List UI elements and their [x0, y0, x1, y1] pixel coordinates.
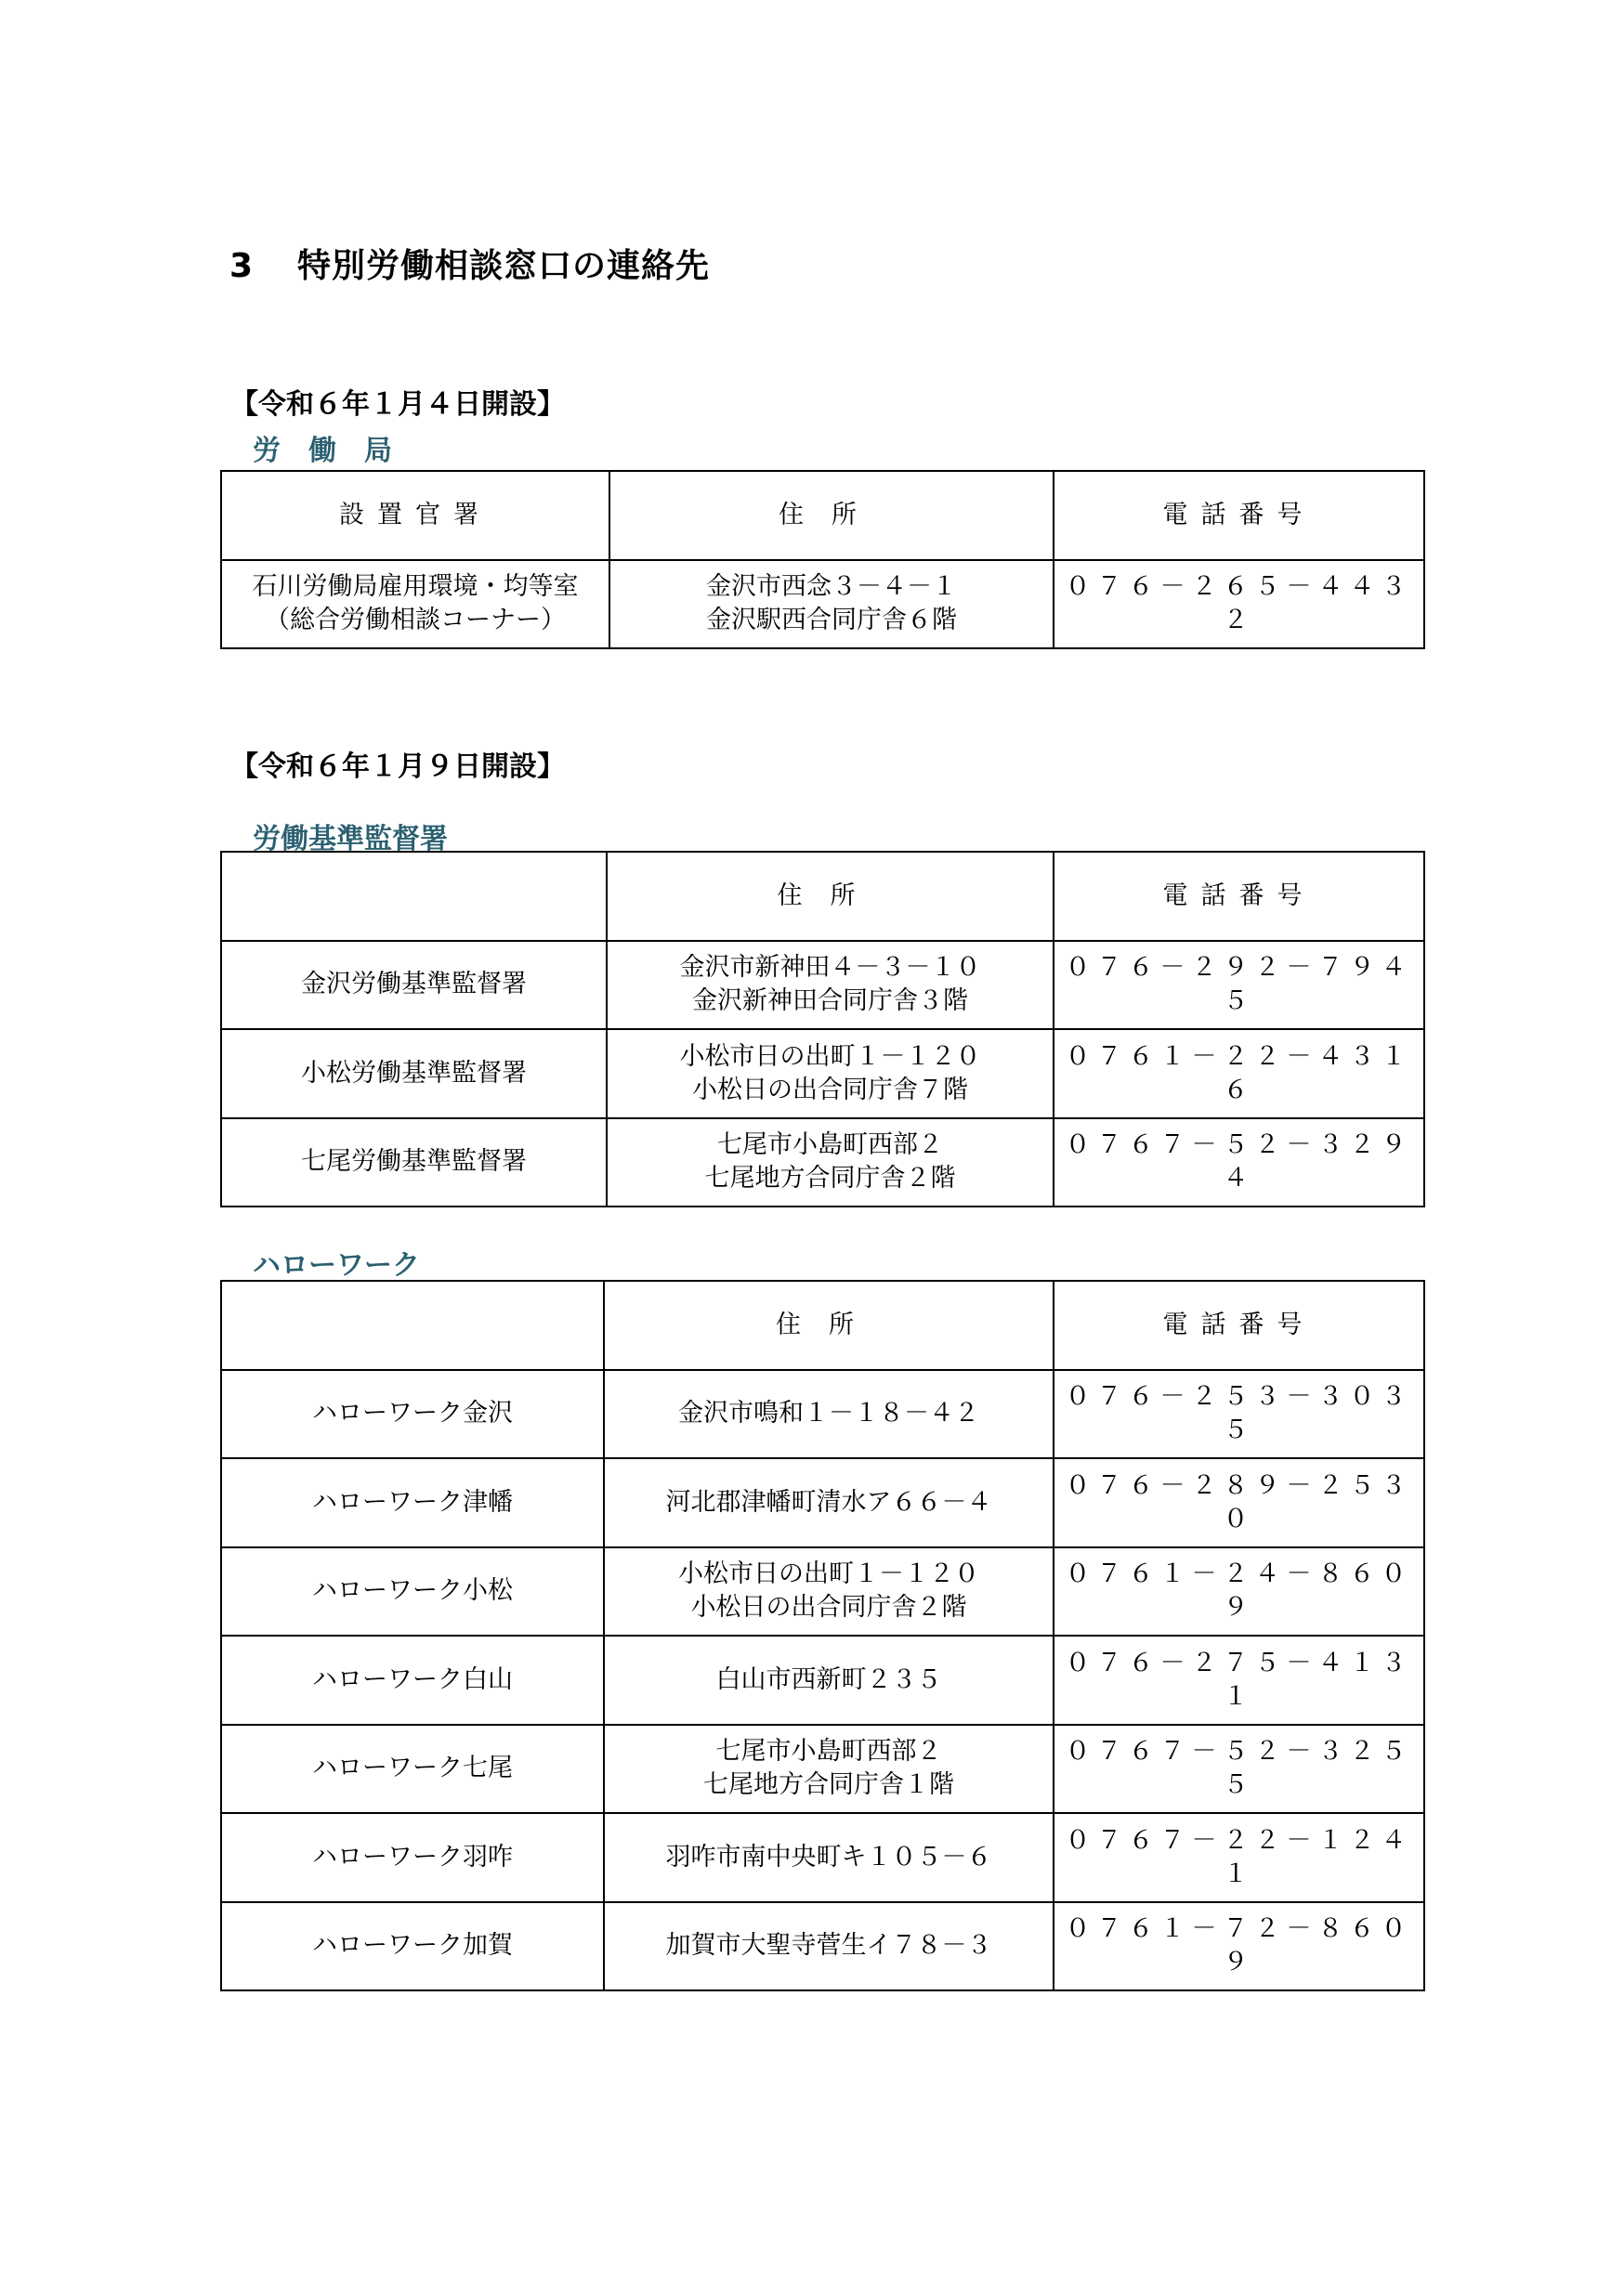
office-cell: 金沢労働基準監督署 [221, 941, 607, 1030]
address-line: 小松市日の出町１－１２０ [679, 1041, 981, 1071]
address-cell [604, 1458, 1054, 1547]
phone-cell: ０７６７－５２－３２５５ [1054, 1725, 1424, 1814]
address-cell [604, 1547, 1054, 1637]
table-header-row [221, 852, 1424, 941]
table-row [221, 560, 1424, 649]
office-cell: ハローワーク小松 [221, 1547, 604, 1637]
address-cell [607, 941, 1054, 1030]
opening-date-heading-1: 【令和６年１月４日開設】 [230, 388, 565, 421]
office-cell: ハローワーク金沢 [221, 1370, 604, 1459]
phone-cell: ０７６－２８９－２５３０ [1054, 1458, 1424, 1547]
address-cell [609, 560, 1054, 649]
address-line: 金沢新神田合同庁舎３階 [692, 986, 968, 1016]
header-address: 住所 [609, 471, 1054, 560]
office-cell: ハローワーク七尾 [221, 1725, 604, 1814]
phone-cell: ０７６１－２２－４３１６ [1054, 1029, 1424, 1118]
subheading-labor-standards: 労働基準監督署 [253, 823, 448, 855]
address-cell [604, 1636, 1054, 1725]
header-address: 住所 [604, 1281, 1054, 1370]
phone-cell: ０７６－２７５－４１３１ [1054, 1636, 1424, 1725]
phone-cell: ０７６－２６５－４４３２ [1054, 560, 1424, 649]
address-cell [607, 1118, 1054, 1207]
header-office [221, 852, 607, 941]
address-cell [604, 1813, 1054, 1902]
address-cell [604, 1370, 1054, 1459]
address-line: 七尾市小島町西部２ [715, 1737, 942, 1767]
address-line: 白山市西新町２３５ [715, 1664, 942, 1694]
address-line: 小松日の出合同庁舎２階 [690, 1593, 967, 1623]
table-row [221, 1458, 1424, 1547]
table-header-row [221, 471, 1424, 560]
address-line: 七尾地方合同庁舎２階 [704, 1164, 956, 1194]
table-row [221, 1902, 1424, 1991]
hello-work-table [220, 1280, 1425, 1991]
table-row [221, 1029, 1424, 1118]
header-office [221, 1281, 604, 1370]
table-row [221, 1813, 1424, 1902]
address-line: 七尾地方合同庁舎１階 [703, 1770, 954, 1800]
table-row [221, 1118, 1424, 1207]
address-line: 加賀市大聖寺菅生イ７８－３ [665, 1931, 992, 1961]
office-cell [221, 560, 609, 649]
phone-cell: ０７６１－２４－８６０９ [1054, 1547, 1424, 1637]
table-row [221, 1370, 1424, 1459]
phone-cell: ０７６－２５３－３０３５ [1054, 1370, 1424, 1459]
labor-standards-table [220, 851, 1425, 1207]
office-name: 石川労働局雇用環境・均等室 [252, 572, 579, 602]
office-cell: ハローワーク羽咋 [221, 1813, 604, 1902]
address-line: 金沢市西念３－４－１ [706, 572, 957, 602]
office-cell: ハローワーク加賀 [221, 1902, 604, 1991]
header-phone: 電話番号 [1054, 471, 1424, 560]
phone-cell: ０７６７－２２－１２４１ [1054, 1813, 1424, 1902]
office-subname: （総合労働相談コーナー） [265, 606, 566, 635]
table-row [221, 941, 1424, 1030]
phone-cell: ０７６１－７２－８６０９ [1054, 1902, 1424, 1991]
table-row [221, 1547, 1424, 1637]
phone-cell: ０７６－２９２－７９４５ [1054, 941, 1424, 1030]
table-row [221, 1636, 1424, 1725]
address-cell [607, 1029, 1054, 1118]
opening-date-heading-2: 【令和６年１月９日開設】 [230, 750, 565, 783]
section-title: 特別労働相談窓口の連絡先 [297, 247, 711, 285]
header-phone: 電話番号 [1054, 1281, 1424, 1370]
office-cell: ハローワーク白山 [221, 1636, 604, 1725]
address-line: 小松市日の出町１－１２０ [678, 1559, 979, 1589]
address-line: 小松日の出合同庁舎７階 [692, 1075, 968, 1104]
subheading-hello-work: ハローワーク [253, 1249, 420, 1282]
address-line: 河北郡津幡町清水ア６６－４ [665, 1487, 992, 1517]
address-cell [604, 1902, 1054, 1991]
labor-bureau-table [220, 470, 1425, 649]
address-cell [604, 1725, 1054, 1814]
office-cell: ハローワーク津幡 [221, 1458, 604, 1547]
table-row [221, 1725, 1424, 1814]
header-office: 設置官署 [221, 471, 609, 560]
table-header-row [221, 1281, 1424, 1370]
address-line: 羽咋市南中央町キ１０５－６ [665, 1842, 992, 1872]
office-cell: 七尾労働基準監督署 [221, 1118, 607, 1207]
address-line: 金沢市新神田４－３－１０ [679, 953, 981, 983]
address-line: 金沢市鳴和１－１８－４２ [678, 1399, 979, 1428]
header-address: 住所 [607, 852, 1054, 941]
address-line: 七尾市小島町西部２ [717, 1130, 943, 1160]
address-line: 金沢駅西合同庁舎６階 [706, 606, 957, 635]
page-title [229, 240, 710, 287]
section-number: 3 [229, 247, 255, 285]
office-cell: 小松労働基準監督署 [221, 1029, 607, 1118]
subheading-labor-bureau: 労 働 局 [253, 435, 392, 467]
header-phone: 電話番号 [1054, 852, 1424, 941]
phone-cell: ０７６７－５２－３２９４ [1054, 1118, 1424, 1207]
